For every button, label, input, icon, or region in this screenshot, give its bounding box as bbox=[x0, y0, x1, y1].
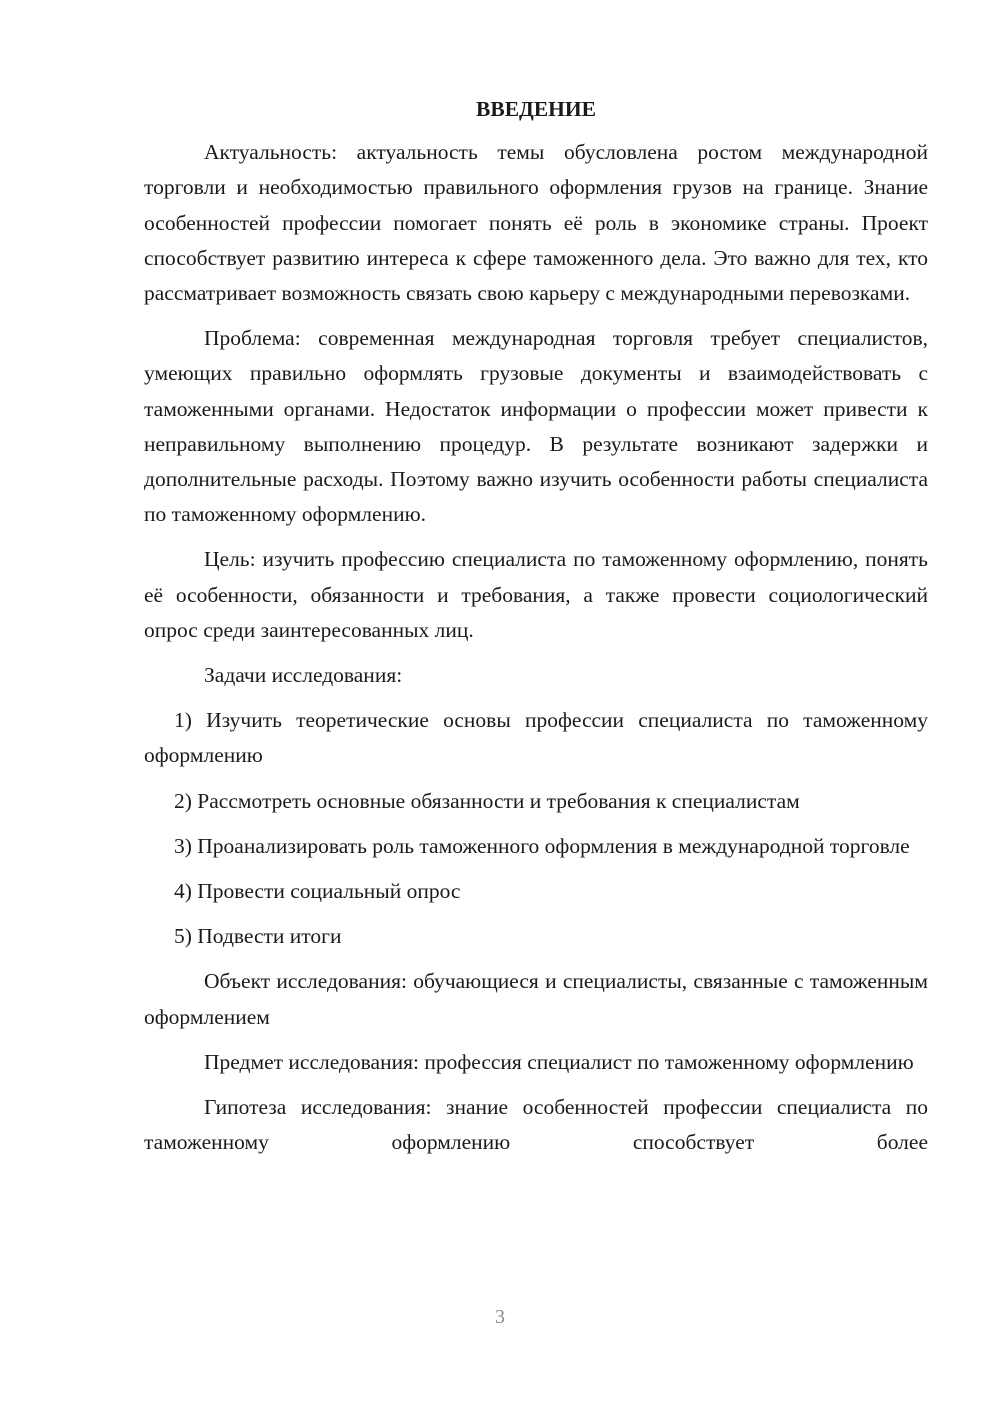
paragraph-tasks-heading: Задачи исследования: bbox=[204, 663, 403, 688]
task-item: 4) Провести социальный опрос bbox=[174, 879, 461, 904]
paragraph-hypothesis: Гипотеза исследования: знание особенностей профессии специалиста по таможенному оформлению способствует более bbox=[144, 1095, 928, 1155]
paragraph-goal: Цель: изучить профессию специалиста по таможенному оформлению, понять её особенности, обязанности и требования, а также провести социологический опрос среди заинтересованных лиц. bbox=[144, 547, 928, 642]
task-item: 3) Проанализировать роль таможенного оформления в международной торговле bbox=[174, 833, 910, 858]
paragraph-problem: Проблема: современная международная торговля требует специалистов, умеющих правильно оформлять грузовые документы и взаимодействовать с таможенными органами. Недостаток информации о профессии может привести к неправильному выполнению процедур. В результате возникают задержки и дополнительные расходы. Поэтому важно изучить особенности работы специалиста по таможенному оформлению. bbox=[144, 326, 928, 527]
document-page bbox=[144, 92, 928, 1170]
task-item: 2) Рассмотреть основные обязанности и требования к специалистам bbox=[174, 788, 800, 813]
paragraph-relevance: Актуальность: актуальность темы обусловлена ростом международной торговли и необходимостью правильного оформления грузов на границе. Знание особенностей профессии помогает понять её роль в экономике страны. Проект способствует развитию интереса к сфере таможенного дела. Это важно для тех, кто рассматривает возможность связать свою карьеру с международными перевозками. bbox=[144, 140, 928, 306]
task-item: 5) Подвести итоги bbox=[174, 924, 342, 949]
page-number: 3 bbox=[495, 1306, 505, 1328]
paragraph-subject: Предмет исследования: профессия специалист по таможенному оформлению bbox=[204, 1049, 914, 1074]
page-title: ВВЕДЕНИЕ bbox=[476, 97, 596, 121]
task-item: 1) Изучить теоретические основы профессии специалиста по таможенному оформлению bbox=[144, 708, 928, 768]
paragraph-object: Объект исследования: обучающиеся и специалисты, связанные с таможенным оформлением bbox=[144, 969, 928, 1029]
